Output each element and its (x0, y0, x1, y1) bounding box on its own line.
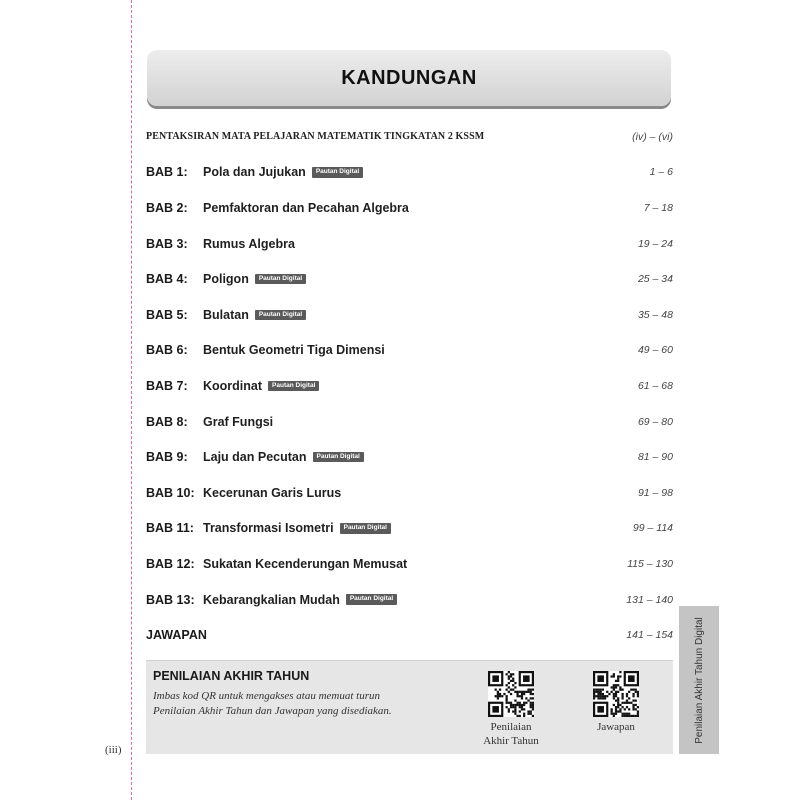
chapter-number: BAB 8: (146, 414, 188, 429)
chapter-number: BAB 11: (146, 521, 194, 536)
chapter-number: BAB 5: (146, 307, 188, 322)
chapter-title: Bentuk Geometri Tiga Dimensi (203, 343, 385, 358)
chapter-pages: 61 – 68 (637, 379, 673, 392)
chapter-number: BAB 9: (146, 450, 188, 465)
chapter-title: Pola dan Jujukan (203, 165, 306, 180)
digital-link-badge[interactable]: Pautan Digital (312, 167, 363, 178)
toc-chapter-row[interactable] (146, 439, 673, 475)
chapter-title: Koordinat (203, 378, 263, 393)
chapter-pages: 49 – 60 (637, 344, 673, 357)
digital-link-badge[interactable]: Pautan Digital (346, 594, 397, 605)
toc-chapter-row[interactable] (146, 190, 673, 226)
toc-intro-row[interactable] (146, 119, 673, 155)
chapter-number: BAB 10: (146, 485, 195, 500)
chapter-number: BAB 7: (146, 378, 188, 393)
page-number: (iii) (105, 744, 122, 756)
chapter-number: BAB 1: (146, 165, 188, 180)
toc-chapter-row[interactable] (146, 261, 673, 297)
chapter-title: Bulatan (203, 307, 249, 322)
qr-code-icon (488, 671, 534, 717)
chapter-number: BAB 4: (146, 272, 188, 287)
chapter-number: BAB 6: (146, 343, 188, 358)
chapter-title: Pemfaktoran dan Pecahan Algebra (203, 200, 409, 215)
toc-chapter-row[interactable] (146, 404, 673, 440)
chapter-number: BAB 12: (146, 556, 195, 571)
chapter-pages: 91 – 98 (637, 486, 673, 499)
toc-chapter-row[interactable] (146, 297, 673, 333)
chapter-pages: 25 – 34 (637, 273, 673, 286)
toc-chapter-row[interactable] (146, 475, 673, 511)
chapter-pages: 1 – 6 (649, 166, 673, 179)
chapter-number: BAB 2: (146, 200, 188, 215)
toc-intro-label: PENTAKSIRAN MATA PELAJARAN MATEMATIK TINGKATAN 2 KSSM (146, 131, 485, 143)
chapter-number: BAB 13: (146, 592, 195, 607)
qr-caption-line1: Penilaian (490, 721, 532, 733)
chapter-title: Rumus Algebra (203, 236, 295, 251)
digital-link-badge[interactable]: Pautan Digital (255, 310, 306, 321)
chapter-title: Kebarangkalian Mudah (203, 592, 340, 607)
qr-jawapan[interactable] (576, 671, 656, 734)
chapter-title: Transformasi Isometri (203, 521, 334, 536)
chapter-pages: 19 – 24 (637, 237, 673, 250)
page-margin-line (131, 0, 132, 800)
chapter-pages: 115 – 130 (627, 557, 673, 570)
chapter-pages: 7 – 18 (643, 201, 673, 214)
toc-jawapan-label: JAWAPAN (146, 628, 207, 643)
digital-link-badge[interactable]: Pautan Digital (255, 274, 306, 285)
chapter-pages: 81 – 90 (637, 451, 673, 464)
chapter-pages: 35 – 48 (637, 308, 673, 321)
side-tab-label: Penilaian Akhir Tahun Digital (693, 616, 705, 744)
table-of-contents (146, 119, 673, 653)
toc-chapter-row[interactable] (146, 333, 673, 369)
qr-caption-line2: Akhir Tahun (483, 735, 539, 747)
toc-chapter-row[interactable] (146, 368, 673, 404)
chapter-title: Sukatan Kecenderungan Memusat (203, 556, 408, 571)
toc-chapter-row[interactable] (146, 546, 673, 582)
digital-link-badge[interactable]: Pautan Digital (268, 381, 319, 392)
chapter-list (146, 155, 673, 618)
chapter-pages: 69 – 80 (637, 415, 673, 428)
side-tab-digital (679, 606, 719, 754)
pat-box (146, 660, 673, 754)
chapter-title: Kecerunan Garis Lurus (203, 485, 342, 500)
chapter-pages: 131 – 140 (626, 593, 673, 606)
pat-description: Imbas kod QR untuk mengakses atau memuat turun Penilaian Akhir Tahun dan Jawapan yang disediakan. (153, 690, 392, 717)
chapter-title: Graf Fungsi (203, 414, 274, 429)
qr-code-icon (593, 671, 639, 717)
qr-penilaian[interactable] (471, 671, 551, 748)
toc-chapter-row[interactable] (146, 226, 673, 262)
title-banner (147, 50, 671, 106)
toc-intro-pages: (iv) – (vi) (632, 130, 673, 143)
chapter-title: Laju dan Pecutan (203, 450, 307, 465)
toc-chapter-row[interactable] (146, 511, 673, 547)
toc-jawapan-row[interactable] (146, 617, 673, 653)
toc-chapter-row[interactable] (146, 582, 673, 618)
digital-link-badge[interactable]: Pautan Digital (340, 523, 391, 534)
page-title: KANDUNGAN (341, 66, 477, 89)
chapter-pages: 99 – 114 (632, 522, 673, 535)
chapter-title: Poligon (203, 272, 249, 287)
toc-chapter-row[interactable] (146, 155, 673, 191)
digital-link-badge[interactable]: Pautan Digital (313, 452, 364, 463)
qr-caption-line1: Jawapan (597, 721, 635, 733)
pat-title: PENILAIAN AKHIR TAHUN (153, 669, 310, 683)
chapter-number: BAB 3: (146, 236, 188, 251)
toc-jawapan-pages: 141 – 154 (626, 629, 673, 642)
